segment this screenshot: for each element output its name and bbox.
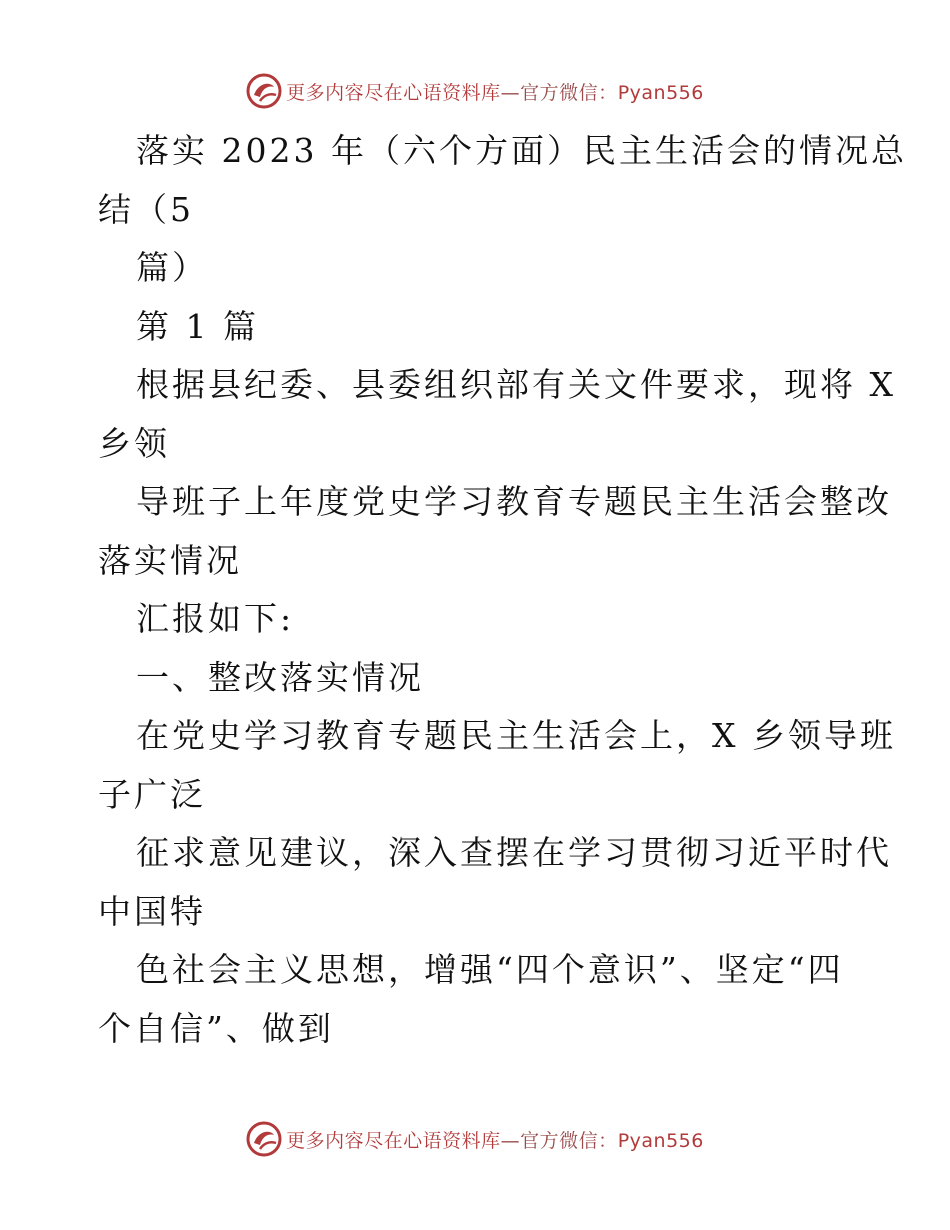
watermark-wechat-id: Pyan556: [617, 81, 704, 104]
text-line: 色社会主义思想，增强“四个意识”、坚定“四: [136, 950, 844, 989]
text-line: 汇报如下:: [136, 599, 295, 638]
text-line: 在党史学习教育专题民主生活会上，X 乡领导班: [136, 716, 896, 755]
text-line: 结（5: [98, 189, 194, 229]
watermark-wechat-id: Pyan556: [617, 1129, 704, 1152]
text-line: 中国特: [98, 891, 206, 931]
text-line: 落实情况: [98, 540, 242, 580]
document-body: [98, 122, 907, 1058]
watermark-text: [286, 1126, 704, 1153]
watermark-main: 更多内容尽在心语资料库: [286, 81, 501, 104]
header-watermark: [0, 71, 950, 111]
watermark-wechat-label: 官方微信：: [520, 81, 618, 104]
red-swirl-logo-icon: [246, 1121, 282, 1157]
text-line: 子广泛: [98, 774, 206, 814]
footer-watermark-inner: [246, 1119, 704, 1159]
watermark-main: 更多内容尽在心语资料库: [286, 1129, 501, 1152]
text-line: 一、整改落实情况: [136, 657, 424, 697]
text-line: 篇）: [136, 248, 208, 287]
text-line: 导班子上年度党史学习教育专题民主生活会整改: [136, 482, 892, 521]
header-watermark-inner: [246, 71, 704, 111]
red-swirl-logo-icon: [246, 73, 282, 109]
text-line: 征求意见建议，深入查摆在学习贯彻习近平时代: [136, 833, 892, 872]
watermark-wechat-label: 官方微信：: [520, 1129, 618, 1152]
text-line: 落实 2023 年（六个方面）民主生活会的情况总: [136, 131, 907, 170]
text-line: 根据县纪委、县委组织部有关文件要求，现将 X: [136, 365, 896, 404]
watermark-text: [286, 78, 704, 105]
text-line: 第 1 篇: [136, 306, 259, 346]
watermark-separator: —: [500, 81, 521, 104]
text-line: 个自信”、做到: [98, 1008, 334, 1048]
watermark-separator: —: [500, 1129, 521, 1152]
text-line: 乡领: [98, 423, 170, 463]
footer-watermark: [0, 1119, 950, 1159]
